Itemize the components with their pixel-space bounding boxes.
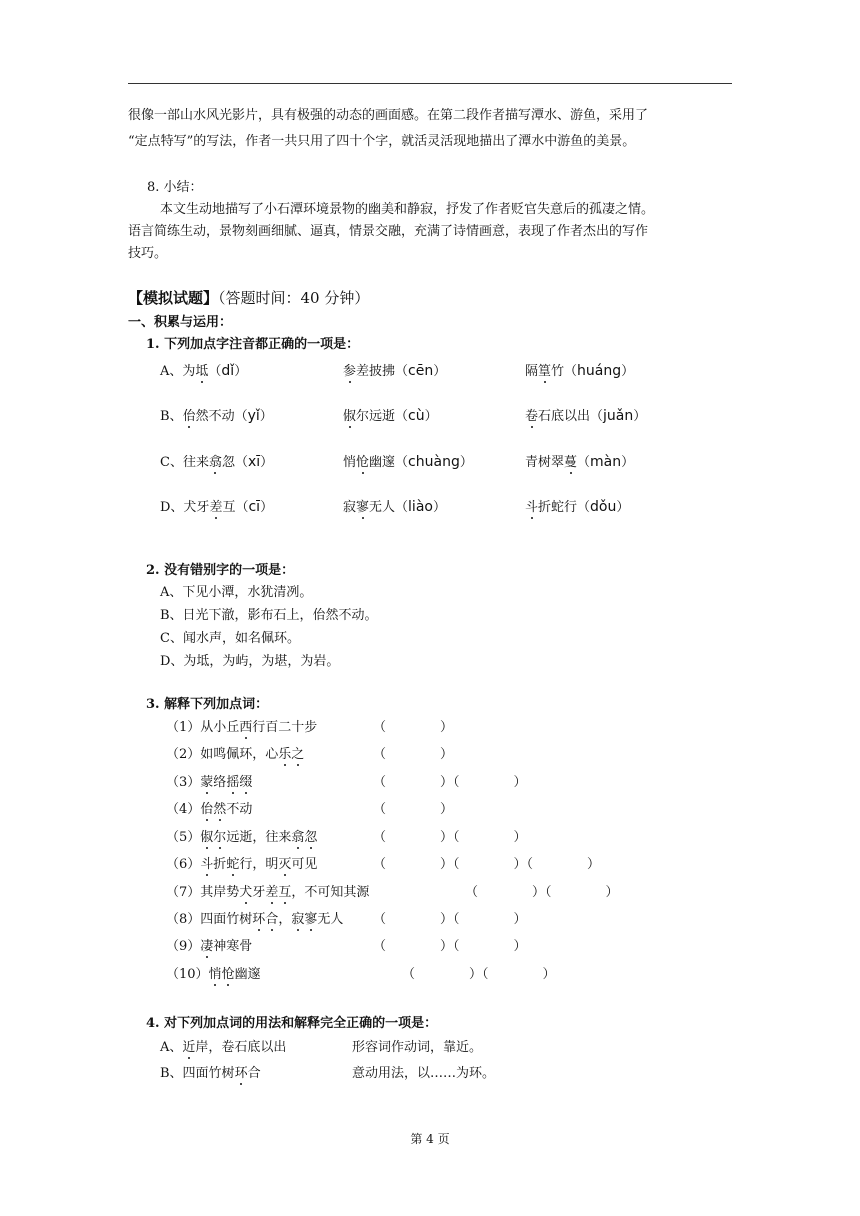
q2-option-a: A、下见小潭，水犹清冽。 [160, 585, 313, 600]
q3-item-5: （5）俶尔远逝，往来翕忽 [166, 826, 317, 845]
q1-stem: 1. 下列加点字注音都正确的一项是： [146, 337, 360, 352]
q3-stem: 3. 解释下列加点词： [146, 697, 269, 712]
q4-option-a: A、近岸，卷石底以出 [160, 1036, 286, 1055]
summary-title: 8. 小结： [147, 180, 203, 195]
q1-option-d-c2: 寂寥无人（liào） [343, 496, 446, 515]
q2-option-b: B、日光下澈，影布石上，佁然不动。 [160, 608, 378, 623]
q3-item-8: （8）四面竹树环合，寂寥无人 [166, 908, 343, 927]
q3-blank: （ ）（ ） [373, 775, 527, 790]
header-rule [128, 83, 732, 84]
exam-time: （答题时间：40 分钟） [218, 289, 370, 307]
page-number: 第 4 页 [410, 1132, 450, 1146]
q1-option-d-c3: 斗折蛇行（dǒu） [525, 496, 629, 515]
q1-option-c-c1: C、往来翕忽（xī） [160, 451, 273, 470]
q3-item-9: （9）凄神寒骨 [166, 935, 252, 954]
q1-option-a-c1: A、为坻（dǐ） [160, 360, 247, 379]
q3-blank: （ ）（ ） [373, 939, 527, 954]
q3-blank: （ ）（ ） [465, 885, 619, 900]
q3-blank: （ ）（ ） [373, 912, 527, 927]
q4-option-a-explanation: 形容词作动词，靠近。 [352, 1040, 483, 1055]
q1-option-a-c3: 隔篁竹（huáng） [525, 360, 634, 379]
q1-option-d-c1: D、犬牙差互（cī） [160, 496, 273, 515]
intro-line-1: 很像一部山水风光影片，具有极强的动态的画面感。在第二段作者描写潭水、游鱼，采用了 [128, 108, 649, 123]
q3-item-1: （1）从小丘西行百二十步 [166, 716, 317, 735]
summary-line-3: 技巧。 [128, 246, 168, 261]
q3-item-6: （6）斗折蛇行，明灭可见 [166, 853, 317, 872]
q3-item-3: （3）蒙络摇缀 [166, 771, 252, 790]
summary-line-1: 本文生动地描写了小石潭环境景物的幽美和静寂，抒发了作者贬官失意后的孤凄之情。 [160, 202, 655, 217]
q4-option-b-explanation: 意动用法，以……为环。 [352, 1066, 496, 1081]
q1-option-c-c3: 青树翠蔓（màn） [525, 451, 634, 470]
summary-line-2: 语言简练生动，景物刻画细腻、逼真，情景交融，充满了诗情画意，表现了作者杰出的写作 [128, 224, 649, 239]
section-1-title: 一、积累与运用： [128, 315, 233, 330]
q3-blank: （ ） [373, 747, 454, 762]
q2-stem: 2. 没有错别字的一项是： [146, 563, 295, 578]
q3-item-4: （4）佁然不动 [166, 798, 252, 817]
q3-item-10: （10）悄怆幽邃 [166, 963, 261, 982]
q4-stem: 4. 对下列加点词的用法和解释完全正确的一项是： [146, 1016, 438, 1031]
q3-blank: （ ） [373, 720, 454, 735]
q3-item-7: （7）其岸势犬牙差互，不可知其源 [166, 881, 369, 900]
q1-option-b-c1: B、佁然不动（yǐ） [160, 405, 273, 424]
q3-blank: （ ）（ ）（ ） [373, 857, 601, 872]
q1-option-c-c2: 悄怆幽邃（chuàng） [343, 451, 473, 470]
q3-blank: （ ） [373, 802, 454, 817]
exam-title: 【模拟试题】 [128, 289, 219, 307]
exam-heading [128, 287, 369, 308]
q1-option-a-c2: 参差披拂（cēn） [343, 360, 446, 379]
q2-option-c: C、闻水声，如名佩环。 [160, 631, 300, 646]
q3-blank: （ ）（ ） [373, 830, 527, 845]
q3-item-2: （2）如鸣佩环，心乐之 [166, 743, 304, 762]
intro-line-2: “定点特写”的写法，作者一共只用了四十个字，就活灵活现地描出了潭水中游鱼的美景。 [128, 134, 636, 149]
q4-option-b: B、四面竹树环合 [160, 1062, 261, 1081]
q2-option-d: D、为坻，为屿，为堪，为岩。 [160, 654, 340, 669]
q1-option-b-c2: 俶尔远逝（cù） [343, 405, 438, 424]
q3-blank: （ ）（ ） [402, 967, 556, 982]
q1-option-b-c3: 卷石底以出（juǎn） [525, 405, 646, 424]
